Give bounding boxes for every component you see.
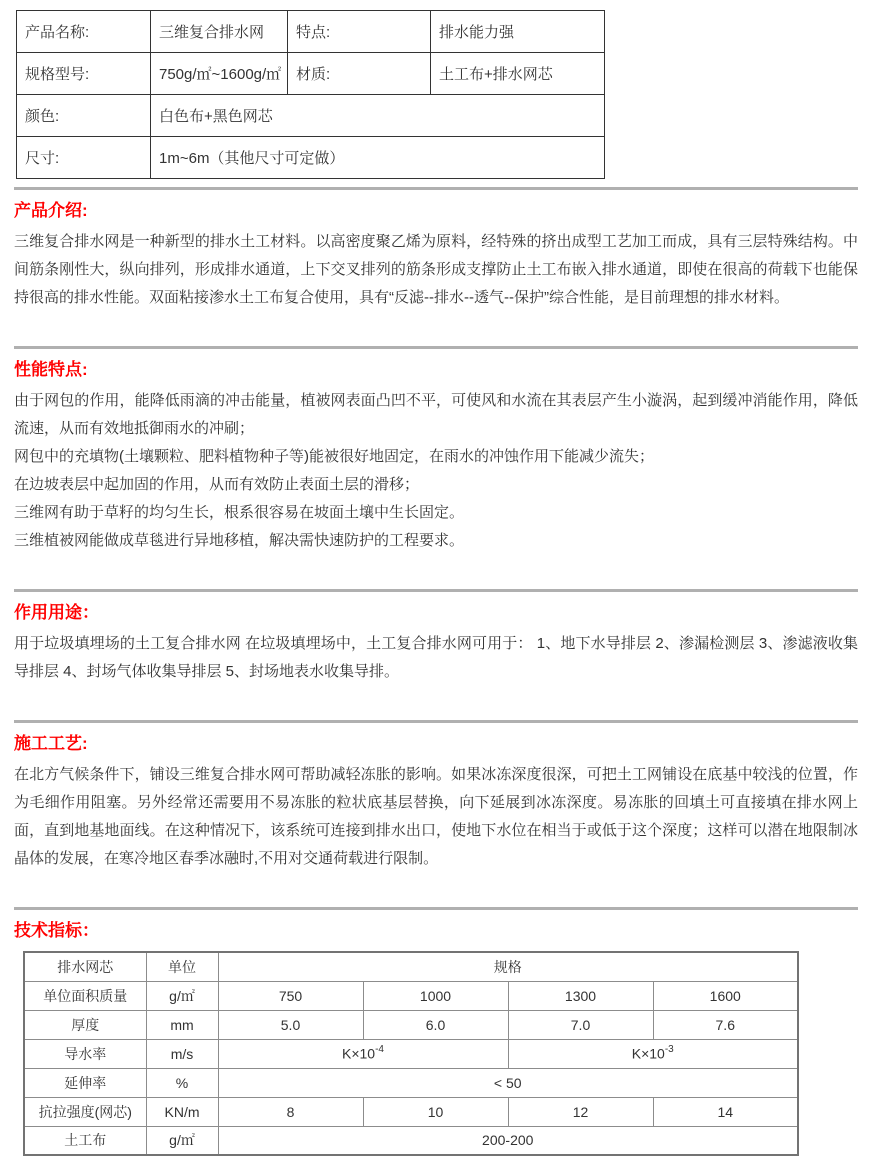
feature-line: 在边坡表层中起加固的作用，从而有效防止表面土层的滑移；: [14, 476, 420, 493]
feature-label: 特点:: [288, 11, 431, 53]
thickness-unit: mm: [146, 1010, 218, 1039]
mass-unit: g/㎡: [146, 981, 218, 1010]
tensile-value: 10: [363, 1097, 508, 1126]
size-label: 尺寸:: [17, 137, 151, 179]
spec-core-header: 排水网芯: [24, 952, 146, 981]
section-divider: [14, 187, 858, 190]
material-value: 土工布+排水网芯: [431, 53, 605, 95]
geotextile-label: 土工布: [24, 1126, 146, 1155]
section-divider: [14, 589, 858, 592]
conductivity-base: K×10: [342, 1045, 376, 1062]
spec-model-label: 规格型号:: [17, 53, 151, 95]
spec-header-row: [24, 952, 798, 981]
section-divider: [14, 907, 858, 910]
section-divider: [14, 720, 858, 723]
feature-line: 由于网包的作用，能降低雨滴的冲击能量，植被网表面凸凹不平，可使风和水流在其表层产生小漩涡，起到缓冲消能作用，降低流速，从而有效地抵御雨水的冲刷；: [14, 392, 858, 437]
mass-value: 1000: [363, 981, 508, 1010]
conductivity-label: 导水率: [24, 1039, 146, 1068]
intro-heading: 产品介绍:: [14, 201, 88, 220]
tensile-unit: KN/m: [146, 1097, 218, 1126]
tensile-label: 抗拉强度(网芯): [24, 1097, 146, 1126]
construction-heading: 施工工艺:: [14, 734, 88, 753]
spec-grade-header: 规格: [218, 952, 798, 981]
section-usage: [14, 589, 858, 686]
section-construction: [14, 720, 858, 873]
info-row-name-feature: [17, 11, 605, 53]
elongation-value: < 50: [218, 1068, 798, 1097]
spec-row-elongation: [24, 1068, 798, 1097]
info-row-size: [17, 137, 605, 179]
geotextile-value: 200-200: [218, 1126, 798, 1155]
mass-value: 1300: [508, 981, 653, 1010]
mass-value: 1600: [653, 981, 798, 1010]
intro-paragraph: 三维复合排水网是一种新型的排水土工材料。以高密度聚乙烯为原料，经特殊的挤出成型工艺加工而成，具有三层特殊结构。中间筋条刚性大，纵向排列，形成排水通道，上下交叉排列的筋条形成支撑防止土工布嵌入排水通道，即使在很高的荷载下也能保持很高的排水性能。双面粘接渗水土工布复合使用，具有“反滤--排水--透气--保护”综合性能，是目前理想的排水材料。: [14, 233, 858, 306]
tech-specs-table: [23, 951, 799, 1156]
color-value: 白色布+黑色网芯: [151, 95, 605, 137]
section-product-intro: [14, 187, 858, 312]
tensile-value: 8: [218, 1097, 363, 1126]
elongation-unit: %: [146, 1068, 218, 1097]
product-name-label: 产品名称:: [17, 11, 151, 53]
mass-value: 750: [218, 981, 363, 1010]
conductivity-value: [508, 1039, 798, 1068]
thickness-value: 6.0: [363, 1010, 508, 1039]
thickness-value: 7.6: [653, 1010, 798, 1039]
section-features: [14, 346, 858, 555]
conductivity-exponent: -3: [664, 1044, 674, 1056]
section-divider: [14, 346, 858, 349]
tech-specs-heading: 技术指标：: [14, 921, 99, 940]
size-value: 1m~6m（其他尺寸可定做）: [151, 137, 605, 179]
color-label: 颜色:: [17, 95, 151, 137]
conductivity-base: K×10: [631, 1045, 665, 1062]
mass-label: 单位面积质量: [24, 981, 146, 1010]
thickness-label: 厚度: [24, 1010, 146, 1039]
spec-row-thickness: [24, 1010, 798, 1039]
product-info-table: [16, 10, 605, 179]
geotextile-unit: g/㎡: [146, 1126, 218, 1155]
spec-model-value: 750g/㎡~1600g/㎡: [151, 53, 288, 95]
construction-paragraph: 在北方气候条件下，铺设三维复合排水网可帮助减轻冻胀的影响。如果冰冻深度很深，可把土工网铺设在底基中较浅的位置，作为毛细作用阻塞。另外经常还需要用不易冻胀的粒状底基层替换，向下延展到冰冻深度。易冻胀的回填土可直接填在排水网上面，直到地基地面线。在这种情况下，该系统可连接到排水出口，使地下水位在相当于或低于这个深度；这样可以潜在地限制冰晶体的发展，在寒冷地区春季冰融时,不用对交通荷载进行限制。: [14, 766, 858, 867]
spec-row-geotextile: [24, 1126, 798, 1155]
product-name-value: 三维复合排水网: [151, 11, 288, 53]
info-row-spec-material: [17, 53, 605, 95]
conductivity-exponent: -4: [375, 1044, 384, 1056]
tensile-value: 12: [508, 1097, 653, 1126]
spec-row-mass: [24, 981, 798, 1010]
thickness-value: 5.0: [218, 1010, 363, 1039]
conductivity-value: [218, 1039, 508, 1068]
feature-line: 三维植被网能做成草毯进行异地移植，解决需快速防护的工程要求。: [14, 532, 465, 549]
material-label: 材质:: [288, 53, 431, 95]
feature-line: 三维网有助于草籽的均匀生长，根系很容易在坡面土壤中生长固定。: [14, 504, 465, 521]
spec-row-tensile: [24, 1097, 798, 1126]
features-heading: 性能特点:: [14, 360, 88, 379]
tensile-value: 14: [653, 1097, 798, 1126]
info-row-color: [17, 95, 605, 137]
feature-value: 排水能力强: [431, 11, 605, 53]
spec-row-conductivity: [24, 1039, 798, 1068]
spec-unit-header: 单位: [146, 952, 218, 981]
section-tech-specs: [14, 907, 858, 1156]
usage-paragraph: 用于垃圾填埋场的土工复合排水网 在垃圾填埋场中，土工复合排水网可用于： 1、地下水导排层 2、渗漏检测层 3、渗滤液收集导排层 4、封场气体收集导排层 5、封场地表水收集导排。: [14, 635, 858, 680]
elongation-label: 延伸率: [24, 1068, 146, 1097]
conductivity-unit: m/s: [146, 1039, 218, 1068]
feature-line: 网包中的充填物(土壤颗粒、肥料植物种子等)能被很好地固定，在雨水的冲蚀作用下能减少流失；: [14, 448, 654, 465]
thickness-value: 7.0: [508, 1010, 653, 1039]
usage-heading: 作用用途：: [14, 603, 99, 622]
